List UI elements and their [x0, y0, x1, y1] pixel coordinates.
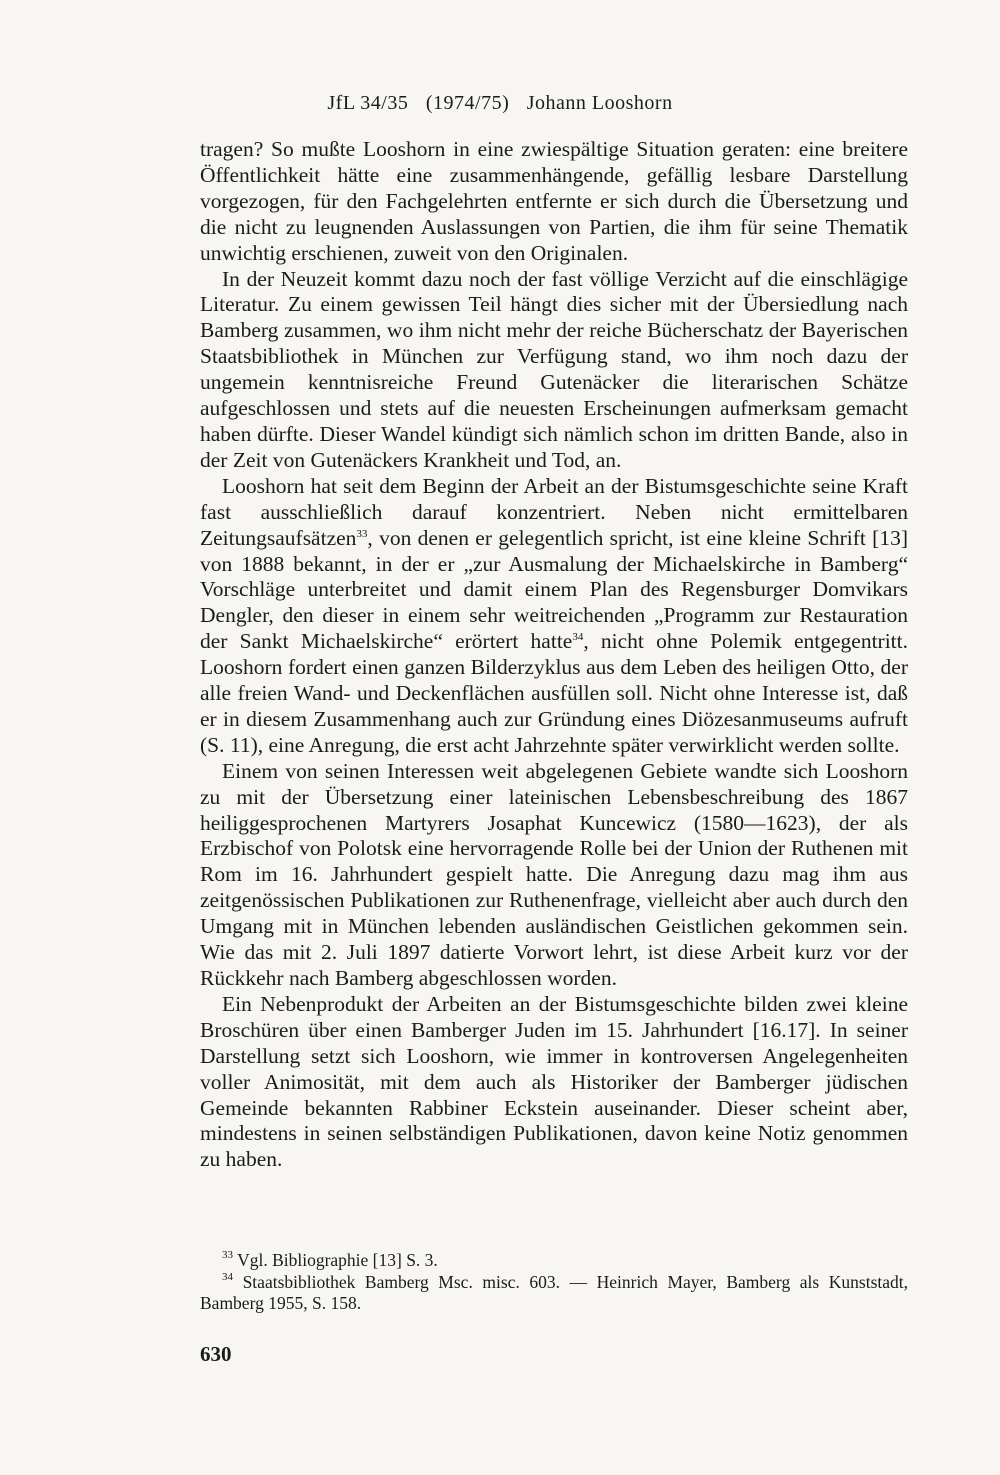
- journal-ref: JfL 34/35: [327, 92, 409, 114]
- footnote-text: Staatsbibliothek Bamberg Msc. misc. 603. — Heinrich Mayer, Bamberg als Kunststadt, Bamberg 1955, S. 158.: [200, 1271, 909, 1313]
- footnote-34: [200, 1272, 908, 1315]
- footnotes: [200, 1250, 908, 1315]
- paragraph-3-part-c: , nicht ohne Polemik entgegentritt. Looshorn fordert einen ganzen Bilderzyklus aus dem Leben des heiligen Otto, der alle freien Wand- und Deckenflächen ausfüllen soll. Nicht ohne Interesse ist, daß er in diesem Zusammenhang auch zur Gründung eines Diözesanmuseums aufruft (S. 11), eine Anregung, die erst acht Jahrzehnte später verwirklicht werden sollte.: [200, 629, 908, 757]
- paragraph-3-part-a: Looshorn hat seit dem Beginn der Arbeit an der Bistumsgeschichte seine Kraft fast ausschließlich darauf konzentriert. Neben nicht ermittelbaren Zeitungsaufsätzen: [200, 473, 908, 550]
- paragraph-5: Ein Nebenprodukt der Arbeiten an der Bistumsgeschichte bilden zwei kleine Broschüren über einen Bamberger Juden im 15. Jahrhundert [16.17]. In seiner Darstellung setzt sich Looshorn, wie immer in kontroversen Angelegenheiten voller Animosität, mit dem auch als Historiker der Bamberger jüdischen Gemeinde bekannten Rabbiner Eckstein auseinander. Dieser scheint aber, mindestens in seinen selbständigen Publikationen, davon keine Notiz genommen zu haben.: [200, 991, 908, 1172]
- paragraph-3-part-b: , von denen er gelegentlich spricht, ist eine kleine Schrift [13] von 1888 bekannt, in der er „zur Ausmalung der Michaelskirche in Bamberg“ Vorschläge unterbreitet und damit einem Plan des Regensburger Domvikars Dengler, den dieser in einem sehr weitreichenden „Programm zur Restauration der Sankt Michaelskirche“ erörtert hatte: [200, 525, 908, 654]
- running-header: [0, 92, 1000, 115]
- paragraph-2: In der Neuzeit kommt dazu noch der fast völlige Verzicht auf die einschlägige Literatur. Zu einem gewissen Teil hängt dies sicher mit der Übersiedlung nach Bamberg zusammen, wo ihm nicht mehr der reiche Bücherschatz der Bayerischen Staatsbibliothek in München zur Verfügung stand, wo ihm noch dazu der ungemein kenntnisreiche Freund Gutenäcker die literarischen Schätze aufgeschlossen und stets auf die neuesten Erscheinungen aufmerksam gemacht haben dürfte. Dieser Wandel kündigt sich nämlich schon im dritten Bande, also in der Zeit von Gutenäckers Krankheit und Tod, an.: [200, 266, 908, 472]
- paragraph-1: tragen? So mußte Looshorn in eine zwiespältige Situation geraten: eine breitere Öffentlichkeit hätte eine zusammenhängende, gefällig lesbare Darstellung vorgezogen, für den Fachgelehrten entfernte er sich durch die Übersetzung und die nicht zu leugnenden Auslassungen von Partien, die ihm für seine Thematik unwichtig erschienen, zuweit von den Originalen.: [200, 137, 908, 265]
- footnote-ref-33[interactable]: 33: [356, 527, 368, 540]
- footnote-ref-34[interactable]: 34: [572, 631, 584, 644]
- paragraph-4: Einem von seinen Interessen weit abgelegenen Gebiete wandte sich Looshorn zu mit der Übersetzung einer lateinischen Lebensbeschreibung des 1867 heiliggesprochenen Martyrers Josaphat Kuncewicz (1580—1623), der als Erzbischof von Polotsk eine hervorragende Rolle bei der Union der Ruthenen mit Rom im 16. Jahrhundert gespielt hatte. Die Anregung dazu mag ihm aus zeitgenössischen Publikationen zur Ruthenenfrage, vielleicht aber auch durch den Umgang mit in München lebenden ausländischen Geistlichen gekommen sein. Wie das mit 2. Juli 1897 datierte Vorwort lehrt, ist diese Arbeit kurz vor der Rückkehr nach Bamberg abgeschlossen worden.: [200, 758, 908, 990]
- paragraph-3: [200, 474, 908, 759]
- footnote-number: 34: [222, 1270, 233, 1283]
- footnote-text: Vgl. Bibliographie [13] S. 3.: [237, 1250, 438, 1270]
- article-author: Johann Looshorn: [526, 92, 673, 114]
- journal-years: (1974/75): [425, 92, 510, 114]
- footnote-33: [200, 1250, 908, 1272]
- page-number: 630: [200, 1342, 232, 1366]
- main-text: [200, 137, 908, 1173]
- footnote-number: 33: [222, 1249, 233, 1261]
